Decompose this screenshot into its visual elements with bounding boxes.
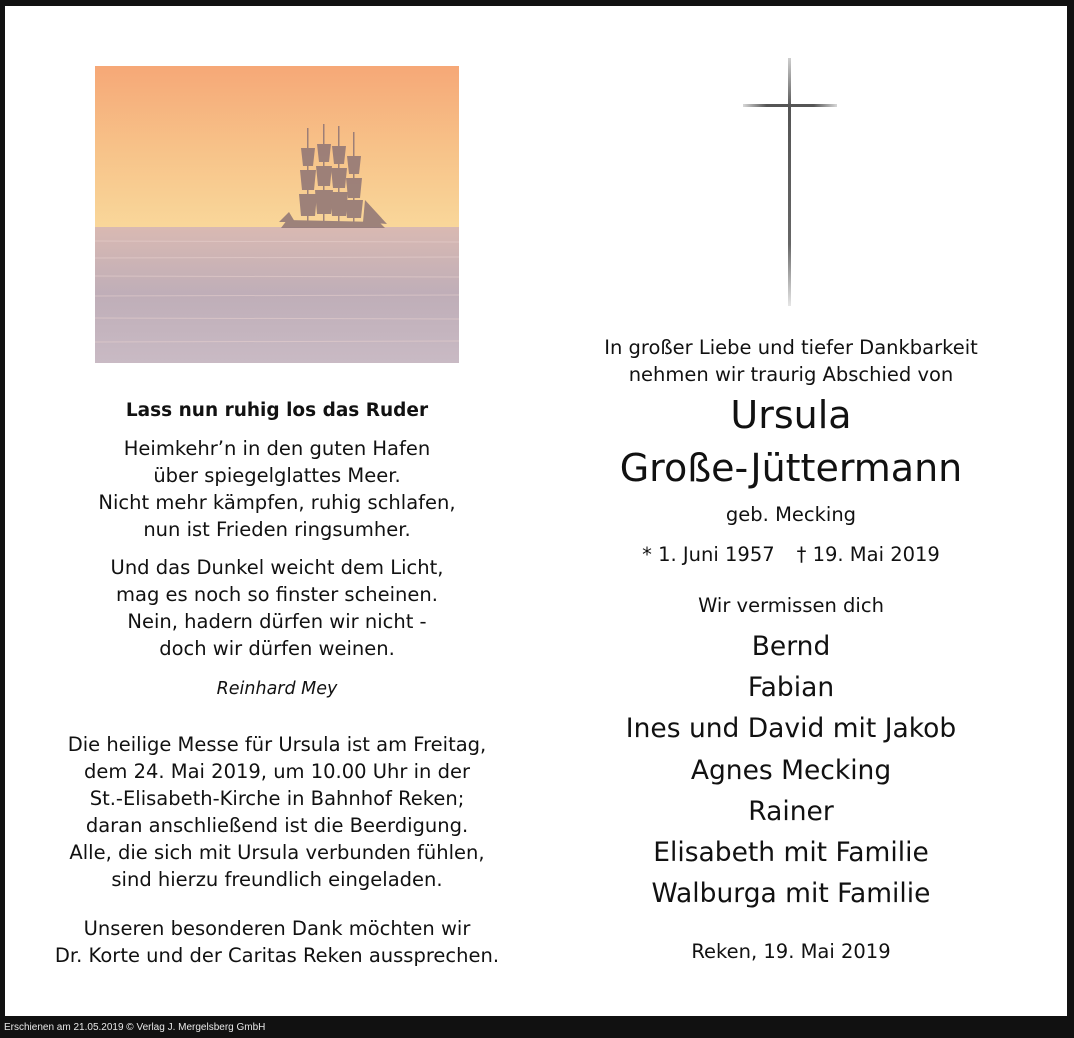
miss-line: Wir vermissen dich	[698, 594, 884, 617]
intro-line: nehmen wir traurig Abschied von	[628, 363, 954, 386]
thanks-line: Dr. Korte und der Caritas Reken aussprechen.	[54, 944, 500, 967]
poem-line: nun ist Frieden ringsumher.	[143, 518, 411, 541]
poem-stanza-2	[27, 554, 527, 662]
poem-line: Nein, hadern dürfen wir nicht -	[127, 610, 427, 633]
mass-notice	[27, 731, 527, 893]
publication-footer: Erschienen am 21.05.2019 © Verlag J. Mergelsberg GmbH	[4, 1022, 266, 1033]
intro-text	[539, 334, 1043, 388]
poem-line: doch wir dürfen weinen.	[159, 637, 395, 660]
mass-line: dem 24. Mai 2019, um 10.00 Uhr in der	[84, 760, 470, 783]
death-date: † 19. Mai 2019	[796, 543, 940, 566]
thanks-line: Unseren besonderen Dank möchten wir	[83, 917, 471, 940]
mourners-list	[539, 626, 1043, 914]
mass-line: daran anschließend ist die Beerdigung.	[85, 814, 469, 837]
mourner: Rainer	[748, 795, 834, 827]
obituary-page	[5, 6, 1067, 1016]
cross-icon	[743, 58, 837, 306]
mass-line: Alle, die sich mit Ursula verbunden fühlen,	[69, 841, 485, 864]
poem-line: Und das Dunkel weicht dem Licht,	[110, 556, 444, 579]
thanks-notice	[27, 915, 527, 969]
mourner: Elisabeth mit Familie	[653, 837, 929, 869]
deceased-first-name: Ursula	[730, 393, 852, 437]
life-dates	[539, 541, 1043, 568]
mourner: Fabian	[747, 672, 835, 704]
mourner: Ines und David mit Jakob	[625, 713, 957, 745]
sailing-ship-photo	[95, 66, 459, 363]
poem-title: Lass nun ruhig los das Ruder	[125, 400, 429, 421]
poem-line: Nicht mehr kämpfen, ruhig schlafen,	[98, 491, 456, 514]
mourner: Bernd	[751, 631, 831, 662]
poem-line: über spiegelglattes Meer.	[153, 464, 401, 487]
intro-line: In großer Liebe und tiefer Dankbarkeit	[604, 336, 978, 359]
poem-line: mag es noch so finster scheinen.	[116, 583, 438, 606]
mass-line: Die heilige Messe für Ursula ist am Freitag,	[67, 733, 487, 756]
poem-line: Heimkehr’n in den guten Hafen	[123, 437, 431, 460]
poem-stanza-1	[27, 435, 527, 543]
sailing-ship-icon	[95, 66, 459, 363]
mourner: Agnes Mecking	[690, 754, 892, 786]
deceased-last-name: Große-Jüttermann	[619, 446, 963, 490]
poem-author: Reinhard Mey	[216, 679, 338, 699]
mourner: Walburga mit Familie	[651, 878, 931, 910]
birth-date: * 1. Juni 1957	[642, 543, 775, 566]
place-date: Reken, 19. Mai 2019	[691, 940, 891, 963]
mass-line: sind hierzu freundlich eingeladen.	[111, 868, 443, 891]
deceased-birth-name: geb. Mecking	[725, 503, 857, 526]
mass-line: St.-Elisabeth-Kirche in Bahnhof Reken;	[89, 787, 465, 810]
